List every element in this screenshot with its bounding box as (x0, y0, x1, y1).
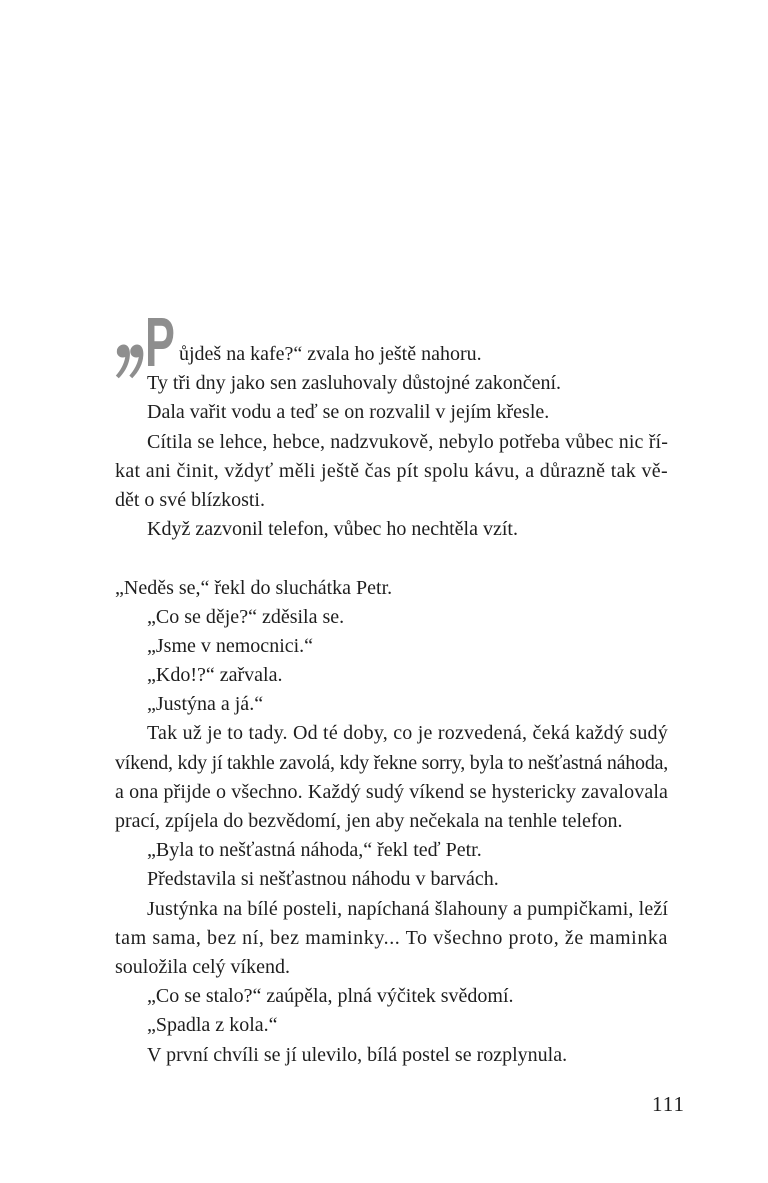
text-line (115, 486, 668, 515)
text-line-content: Představila si nešťastnou náhodu v barvách. (147, 868, 499, 891)
text-line-content: Když zazvonil telefon, vůbec ho nechtěla vzít. (147, 518, 518, 541)
paragraph (115, 369, 668, 398)
text-line (115, 632, 668, 661)
text-line (115, 953, 668, 982)
paragraph (115, 632, 668, 661)
text-line-content: kat ani činit, vždyť měli ještě čas pít spolu kávu, a důrazně tak vě- (115, 459, 668, 482)
text-line-content: Cítila se lehce, hebce, nadzvukově, nebylo potřeba vůbec nic ří- (147, 430, 668, 453)
text-line (115, 398, 668, 427)
text-line (115, 749, 668, 778)
text-line-content: souložila celý víkend. (115, 955, 290, 978)
low-double-quote-icon (115, 344, 145, 380)
text-line-content: Ty tři dny jako sen zasluhovaly důstojné zakončení. (147, 372, 562, 395)
text-line (115, 807, 668, 836)
text-line (115, 690, 668, 719)
text-line-content: víkend, kdy jí takhle zavolá, kdy řekne sorry, byla to nešťastná náhoda, (115, 751, 668, 774)
paragraph (115, 428, 668, 516)
text-line-content: a ona přijde o všechno. Každý sudý víkend se hystericky zavalovala (115, 780, 668, 803)
text-line (115, 428, 668, 457)
paragraph (115, 982, 668, 1011)
text-line-content: „Justýna a já.“ (147, 693, 264, 716)
text-block (115, 303, 668, 1070)
paragraph (115, 515, 668, 544)
text-line-content: prací, zpíjela do bezvědomí, jen aby nečekala na tenhle telefon. (115, 810, 623, 832)
text-line-content: V první chvíli se jí ulevilo, bílá postel se rozplynula. (147, 1043, 568, 1066)
text-line (115, 778, 668, 807)
text-line (115, 1041, 668, 1070)
text-line (115, 982, 668, 1011)
text-line-content: Justýnka na bílé posteli, napíchaná šlahouny a pumpičkami, leží (147, 897, 668, 920)
text-line-content: „Byla to nešťastná náhoda,“ řekl teď Petr. (147, 839, 482, 862)
text-line (115, 865, 668, 894)
text-line-content: „Co se stalo?“ zaúpěla, plná výčitek svědomí. (147, 985, 514, 1008)
text-line (115, 719, 668, 748)
text-line-content: „Spadla z kola.“ (147, 1014, 278, 1037)
paragraph (115, 719, 668, 836)
text-line (115, 1011, 668, 1040)
text-line (115, 515, 668, 544)
text-line (115, 303, 668, 381)
paragraph (115, 1011, 668, 1040)
text-line-content: tam sama, bez ní, bez maminky... To všechno proto, že maminka (115, 926, 668, 949)
paragraph (115, 303, 668, 381)
paragraph (115, 836, 668, 865)
text-line-content: Tak už je to tady. Od té doby, co je rozvedená, čeká každý sudý (147, 722, 668, 745)
paragraph (115, 603, 668, 632)
text-line-content: „Jsme v nemocnici.“ (147, 634, 314, 657)
paragraph (115, 690, 668, 719)
text-line-content: „Kdo!?“ zařvala. (147, 664, 283, 687)
text-line-content: „Neděs se,“ řekl do sluchátka Petr. (115, 576, 393, 599)
paragraph (115, 398, 668, 427)
text-line-content: „Co se děje?“ zděsila se. (147, 605, 345, 628)
paragraph (115, 661, 668, 690)
text-line (115, 603, 668, 632)
text-line (115, 836, 668, 865)
text-line-content: ůjdeš na kafe?“ zvala ho ještě nahoru. (179, 343, 482, 365)
dropcap-letter: P (145, 303, 175, 381)
text-line (115, 924, 668, 953)
paragraph (115, 865, 668, 894)
text-line-content: dět o své blízkosti. (115, 488, 265, 511)
text-line (115, 574, 668, 603)
text-line (115, 895, 668, 924)
text-line (115, 661, 668, 690)
text-line-content: Dala vařit vodu a teď se on rozvalil v jejím křesle. (147, 401, 550, 424)
paragraph (115, 895, 668, 983)
paragraph (115, 574, 668, 603)
text-line (115, 457, 668, 486)
paragraph (115, 1041, 668, 1070)
page-number: 111 (652, 1092, 685, 1116)
text-line (115, 369, 668, 398)
